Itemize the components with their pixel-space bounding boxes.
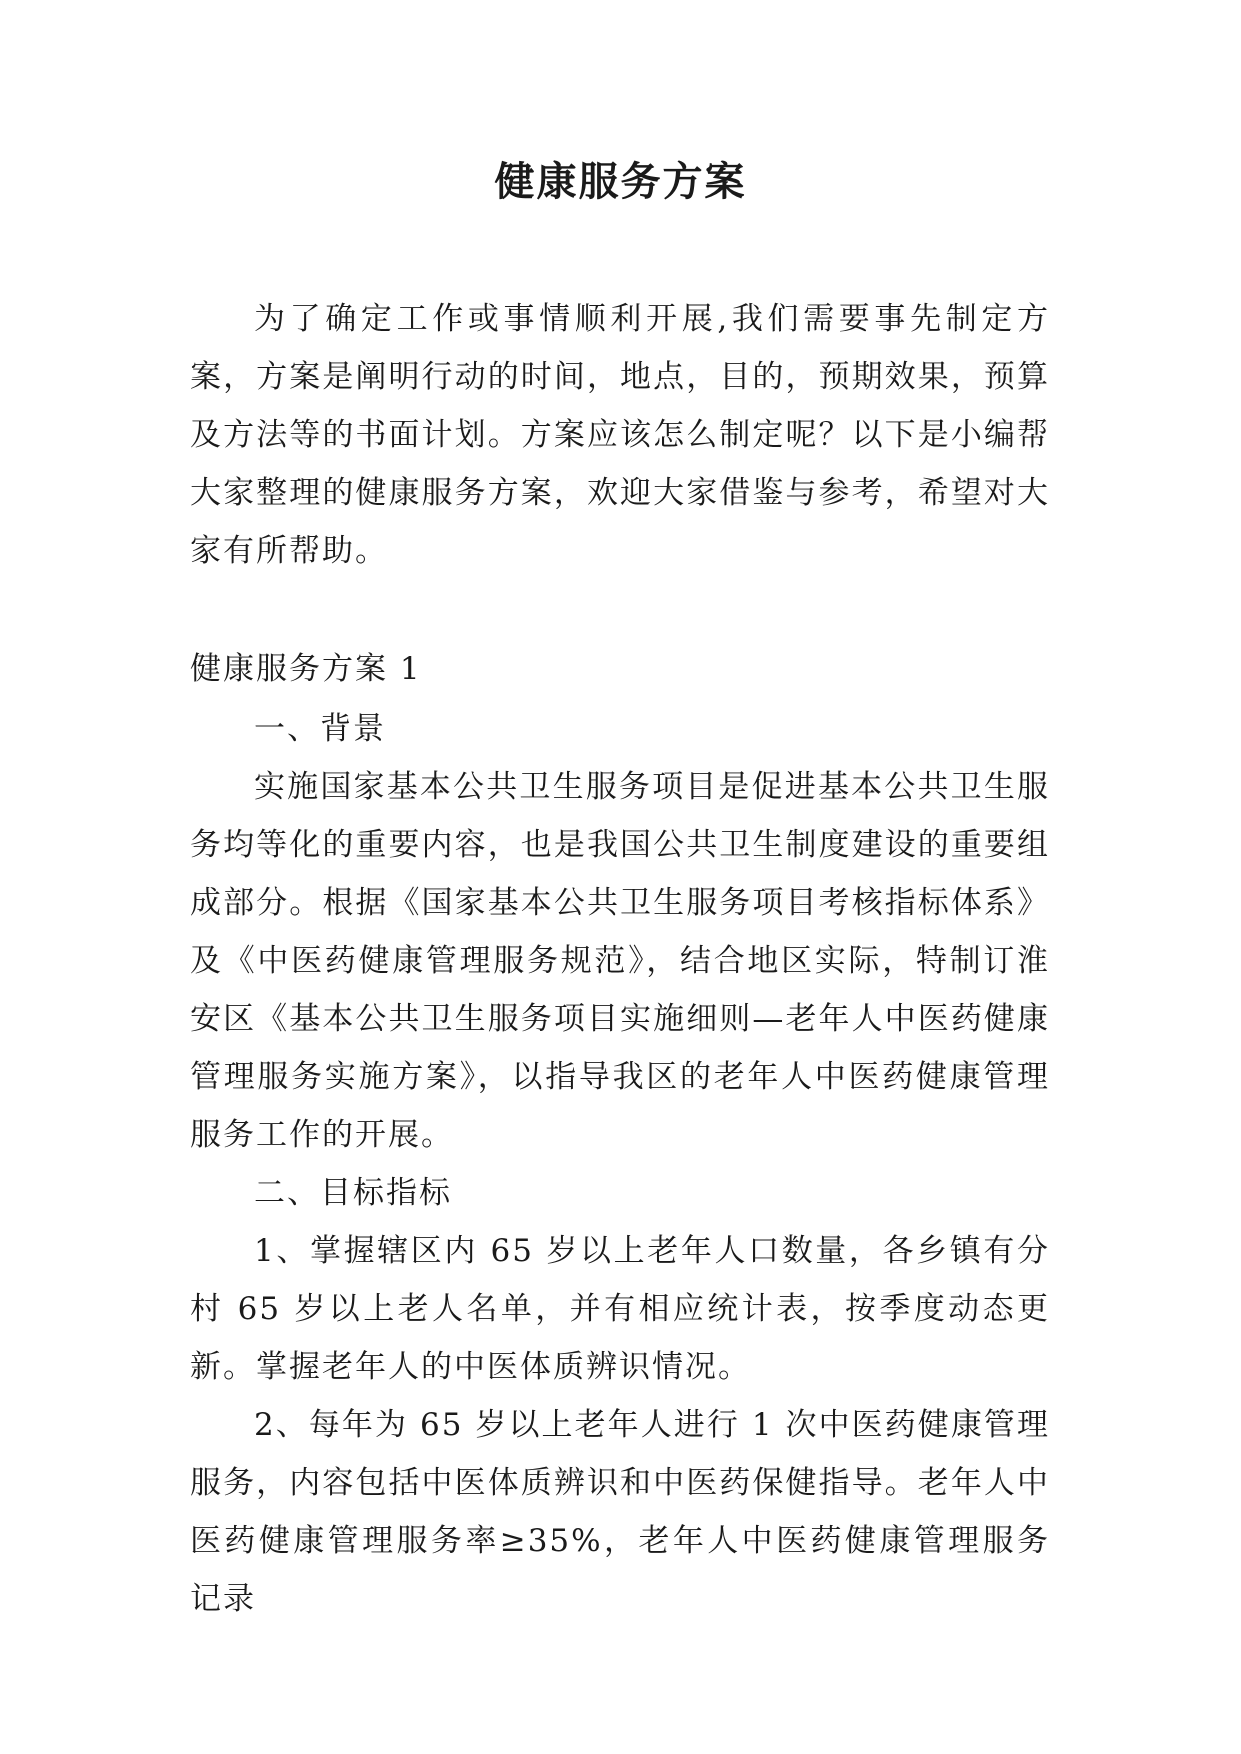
intro-block [190, 290, 1050, 580]
intro-paragraph: 为了确定工作或事情顺利开展,我们需要事先制定方案，方案是阐明行动的时间，地点，目的，预期效果，预算及方法等的书面计划。方案应该怎么制定呢？以下是小编帮大家整理的健康服务方案，欢迎大家借鉴与参考，希望对大家有所帮助。 [190, 301, 1050, 569]
paragraph-target-2: 2、每年为 65 岁以上老年人进行 1 次中医药健康管理服务，内容包括中医体质辨识和中医药保健指导。老年人中医药健康管理服务率≥35%，老年人中医药健康管理服务记录 [190, 1407, 1050, 1617]
section-block [190, 640, 1050, 1628]
paragraph-target-1: 1、掌握辖区内 65 岁以上老年人口数量，各乡镇有分村 65 岁以上老人名单，并有相应统计表，按季度动态更新。掌握老年人的中医体质辨识情况。 [190, 1233, 1050, 1385]
document-title: 健康服务方案 [494, 159, 747, 205]
section-title: 健康服务方案 1 [190, 651, 422, 687]
heading-targets: 二、目标指标 [254, 1175, 452, 1211]
paragraph-background: 实施国家基本公共卫生服务项目是促进基本公共卫生服务均等化的重要内容，也是我国公共卫生制度建设的重要组成部分。根据《国家基本公共卫生服务项目考核指标体系》及《中医药健康管理服务规范》，结合地区实际，特制订淮安区《基本公共卫生服务项目实施细则—老年人中医药健康管理服务实施方案》，以指导我区的老年人中医药健康管理服务工作的开展。 [190, 769, 1050, 1153]
heading-background: 一、背景 [254, 711, 386, 747]
